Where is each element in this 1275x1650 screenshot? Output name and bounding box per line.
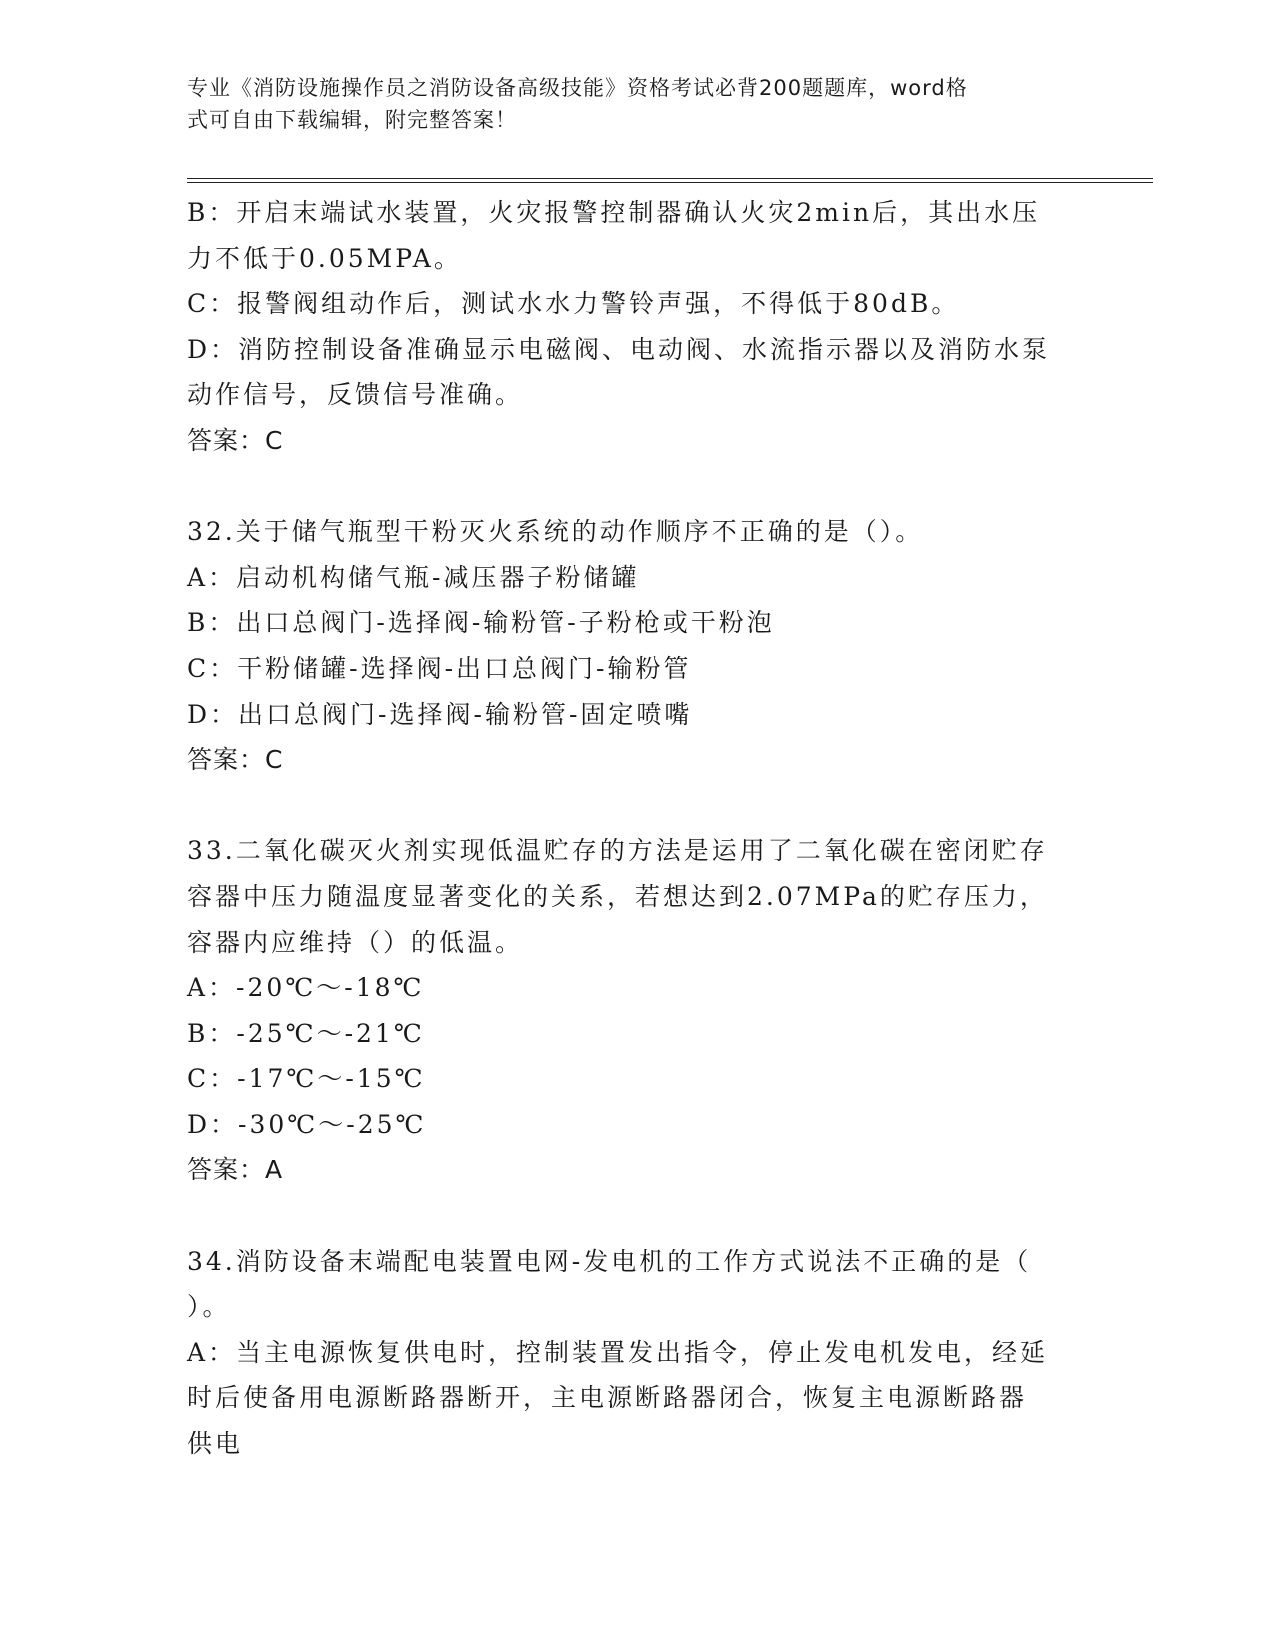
question-33 [187, 828, 1087, 1193]
question-stem-line-2: 容器中压力随温度显著变化的关系，若想达到2.07MPa的贮存压力， [187, 881, 1048, 911]
option-a-line-1: A：当主电源恢复供电时，控制装置发出指令，停止发电机发电，经延 [187, 1337, 1049, 1367]
answer: 答案：C [187, 745, 284, 775]
option-d-line-2: 动作信号，反馈信号准确。 [187, 380, 524, 410]
question-content [187, 190, 1087, 1467]
option-a-line-2: 时后使备用电源断路器断开，主电源断路器闭合，恢复主电源断路器 [187, 1383, 1028, 1413]
option-b-line-1: B：开启末端试水装置，火灾报警控制器确认火灾2min后，其出水压 [187, 198, 1041, 227]
question-31-continued [187, 190, 1087, 464]
header-title-line-1: 专业《消防设施操作员之消防设备高级技能》资格考试必背200题题库，word格 [187, 76, 968, 100]
option-b-line-2: 力不低于0.05MPA。 [187, 243, 462, 273]
question-stem-line-2: ）。 [187, 1292, 231, 1322]
option-b: B：-25℃～-21℃ [187, 1018, 425, 1048]
option-c: C：干粉储罐-选择阀-出口总阀门-输粉管 [187, 653, 692, 683]
question-34 [187, 1239, 1087, 1467]
question-stem-line-3: 容器内应维持（）的低温。 [187, 927, 524, 957]
option-c: C：-17℃～-15℃ [187, 1064, 426, 1094]
answer: 答案：C [187, 425, 284, 455]
option-d-line-1: D：消防控制设备准确显示电磁阀、电动阀、水流指示器以及消防水泵 [187, 334, 1051, 364]
option-a: A：启动机构储气瓶-减压器子粉储罐 [187, 562, 640, 592]
option-a: A：-20℃～-18℃ [187, 973, 425, 1003]
question-stem-line-1: 33.二氧化碳灭火剂实现低温贮存的方法是运用了二氧化碳在密闭贮存 [187, 836, 1048, 866]
option-c: C：报警阀组动作后，测试水水力警铃声强，不得低于80dB。 [187, 289, 960, 319]
option-a-line-3: 供电 [187, 1429, 244, 1459]
question-32 [187, 509, 1087, 783]
option-b: B：出口总阀门-选择阀-输粉管-子粉枪或干粉泡 [187, 608, 775, 638]
header-title-line-2: 式可自由下载编辑，附完整答案！ [187, 108, 517, 132]
header-divider [187, 178, 1153, 183]
answer: 答案：A [187, 1155, 284, 1185]
question-stem-line-1: 34.消防设备末端配电装置电网-发电机的工作方式说法不正确的是（ [187, 1246, 1032, 1276]
option-d: D：-30℃～-25℃ [187, 1109, 427, 1139]
document-header [187, 72, 1067, 136]
option-d: D：出口总阀门-选择阀-输粉管-固定喷嘴 [187, 699, 693, 729]
question-stem: 32.关于储气瓶型干粉灭火系统的动作顺序不正确的是（）。 [187, 517, 924, 547]
